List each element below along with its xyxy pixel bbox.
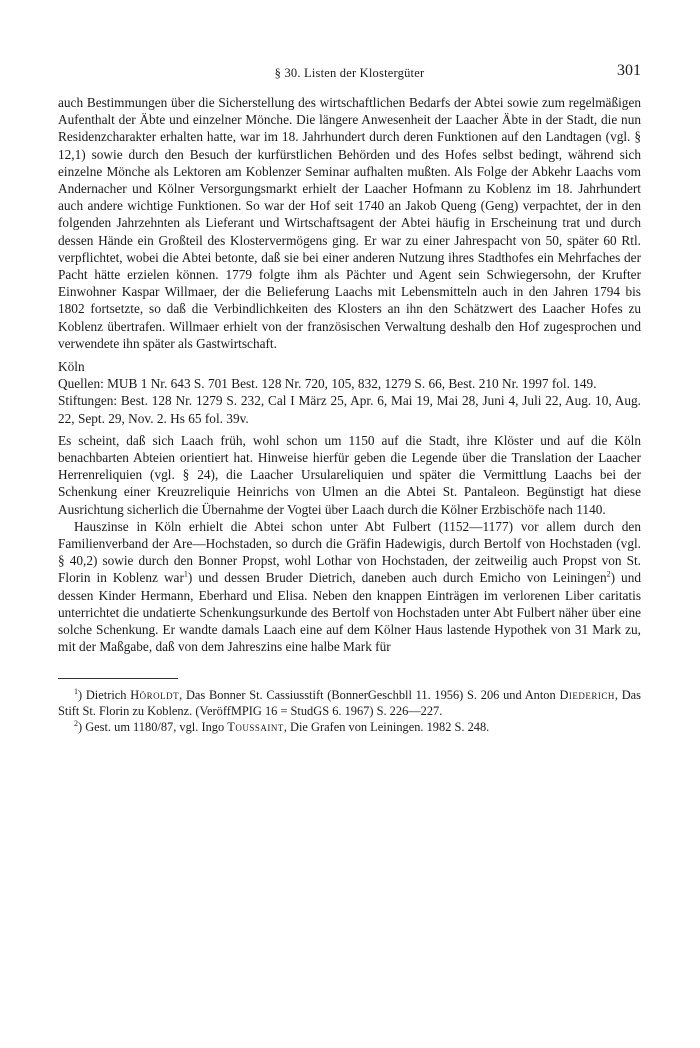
footnotes bbox=[58, 678, 641, 735]
paragraph-koblenz: auch Bestimmungen über die Sicherstellung des wirtschaftlichen Bedarfs der Abtei sowie zum regelmäßigen Aufenthalt der Äbte und einzelner Mönche. Die längere Anwesenheit der Laacher Äbte in der Stadt, die nun Residenzcharakter erhalten hatte, war im 18. Jahrhundert durch deren Funktionen auf den Landtagen (vgl. § 12,1) sowie durch den Besuch der kurfürstlichen Behörden und des Hofes selbst bedingt, während sich einzelne Mönche als Lektoren am Koblenzer Seminar aufhalten mußten. Als Folge der Abkehr Laachs vom Andernacher und Kölner Versorgungsmarkt erhielt der Laacher Hofmann zu Koblenz im 18. Jahrhundert auch andere wichtige Funktionen. So war der Hof seit 1740 an Jakob Queng (Geng) verpachtet, der in den folgenden Jahrzehnten als Lieferant und Wirtschaftsagent der Abtei häufig in Erscheinung trat und durch dessen Hände ein Großteil des Klostervermögens ging. Er war zu einer Jahrespacht von 50, später 60 Rtl. verpflichtet, wobei die Abtei betonte, daß sie bei einer anderen Nutzung ihres Stadthofes ein Mehrfaches der Pacht hätte erzielen können. 1779 folgte ihm als Pächter und Agent sein Schwiegersohn, der Krufter Einwohner Kaspar Willmaer, der die Belieferung Laachs mit Lebensmitteln auch in den Jahren 1794 bis 1802 fortsetzte, so daß die Verbindlichkeiten des Klosters an ihn den Schätzwert des Laacher Hofes zu Koblenz übertrafen. Willmaer erhielt von der französischen Verwaltung deshalb den Hof zugesprochen und verwendete ihn später als Gastwirtschaft. bbox=[58, 95, 641, 351]
paragraph-hauszinse bbox=[58, 518, 641, 656]
paragraph-text: Hauszinse in Köln erhielt die Abtei schon unter Abt Fulbert (1152—1177) vor allem durch den Familienverband der Are—Hochstaden, so durch die Gräfin Hadewigis, durch Bertolf von Hochstaden (vgl. § 40,2) sowie durch den Bonner Propst, wohl Lothar von Hochstaden, der zeitweilig auch Propst von St. Florin in Koblenz war bbox=[58, 518, 641, 586]
footnote-text: ) Gest. um 1180/87, vgl. Ingo bbox=[78, 719, 228, 734]
running-title: § 30. Listen der Klostergüter bbox=[274, 66, 425, 80]
footnote-mark: 2 bbox=[74, 718, 78, 728]
author-name: Diederich bbox=[559, 687, 615, 702]
footnote-2 bbox=[58, 719, 641, 735]
paragraph-koeln-intro: Es scheint, daß sich Laach früh, wohl schon um 1150 auf die Stadt, ihre Klöster und auf die Köln benachbarten Abteien orientiert hat. Hinweise hierfür geben die Legende über die Translation der Laacher Herrenreliquien (vgl. § 24), die Laacher Ursulareliquien und später die Vermittlung Laachs bei der Schenkung einer Kreuzreliquie Heinrichs von Ulmen an die Abtei St. Pantaleon. Begünstigt hat diese Ausrichtung sicherlich die Übernahme der Vogtei über Laach durch die Kölner Erzbischöfe nach 1140. bbox=[58, 432, 641, 517]
section-title: Köln bbox=[58, 359, 85, 375]
footnote-ref-1: 1 bbox=[183, 570, 188, 580]
author-name: Toussaint bbox=[227, 719, 284, 734]
sources-line: Quellen: MUB 1 Nr. 643 S. 701 Best. 128 Nr. 720, 105, 832, 1279 S. 66, Best. 210 Nr. 1997 fol. 149. bbox=[58, 376, 597, 392]
page bbox=[58, 62, 641, 735]
footnote-1 bbox=[58, 687, 641, 719]
paragraph-text: ) und dessen Kinder Hermann, Eberhard und Elisa. Neben den knappen Einträgen im verlorenen Liber caritatis unterrichtet die undatierte Schenkungsurkunde des Bertolf von Hochstaden unter Abt Fulbert näher über eine solche Schenkung. Er wandte damals Laach eine auf dem Kölner Haus lastende Hypothek von 31 Mark zu, mit der Maßgabe, daß von dem Jahreszins eine halbe Mark für bbox=[58, 570, 642, 655]
running-head bbox=[58, 62, 641, 84]
footnote-divider bbox=[58, 678, 178, 679]
footnote-text: ) Dietrich bbox=[78, 687, 131, 702]
paragraph-text: ) und dessen Bruder Dietrich, daneben auch durch Emicho von Leiningen bbox=[187, 570, 607, 586]
author-name: Höroldt bbox=[130, 687, 180, 702]
footnote-text: , Das Bonner St. Cassiusstift (BonnerGeschbll 11. 1956) S. 206 und Anton bbox=[179, 687, 560, 702]
footnote-text: , Das Stift St. Florin zu Koblenz. (VeröffMPIG 16 = StudGS 6. 1967) S. 226—227. bbox=[58, 687, 641, 718]
footnote-mark: 1 bbox=[74, 686, 78, 696]
footnote-text: , Die Grafen von Leiningen. 1982 S. 248. bbox=[283, 719, 490, 734]
page-number: 301 bbox=[617, 62, 641, 79]
foundations-line: Stiftungen: Best. 128 Nr. 1279 S. 232, Cal I März 25, Apr. 6, Mai 19, Mai 28, Juni 4, Juli 22, Aug. 10, Aug. 22, Sept. 29, Nov. 2. Hs 65 fol. 39v. bbox=[58, 393, 641, 426]
footnote-ref-2: 2 bbox=[606, 570, 611, 580]
